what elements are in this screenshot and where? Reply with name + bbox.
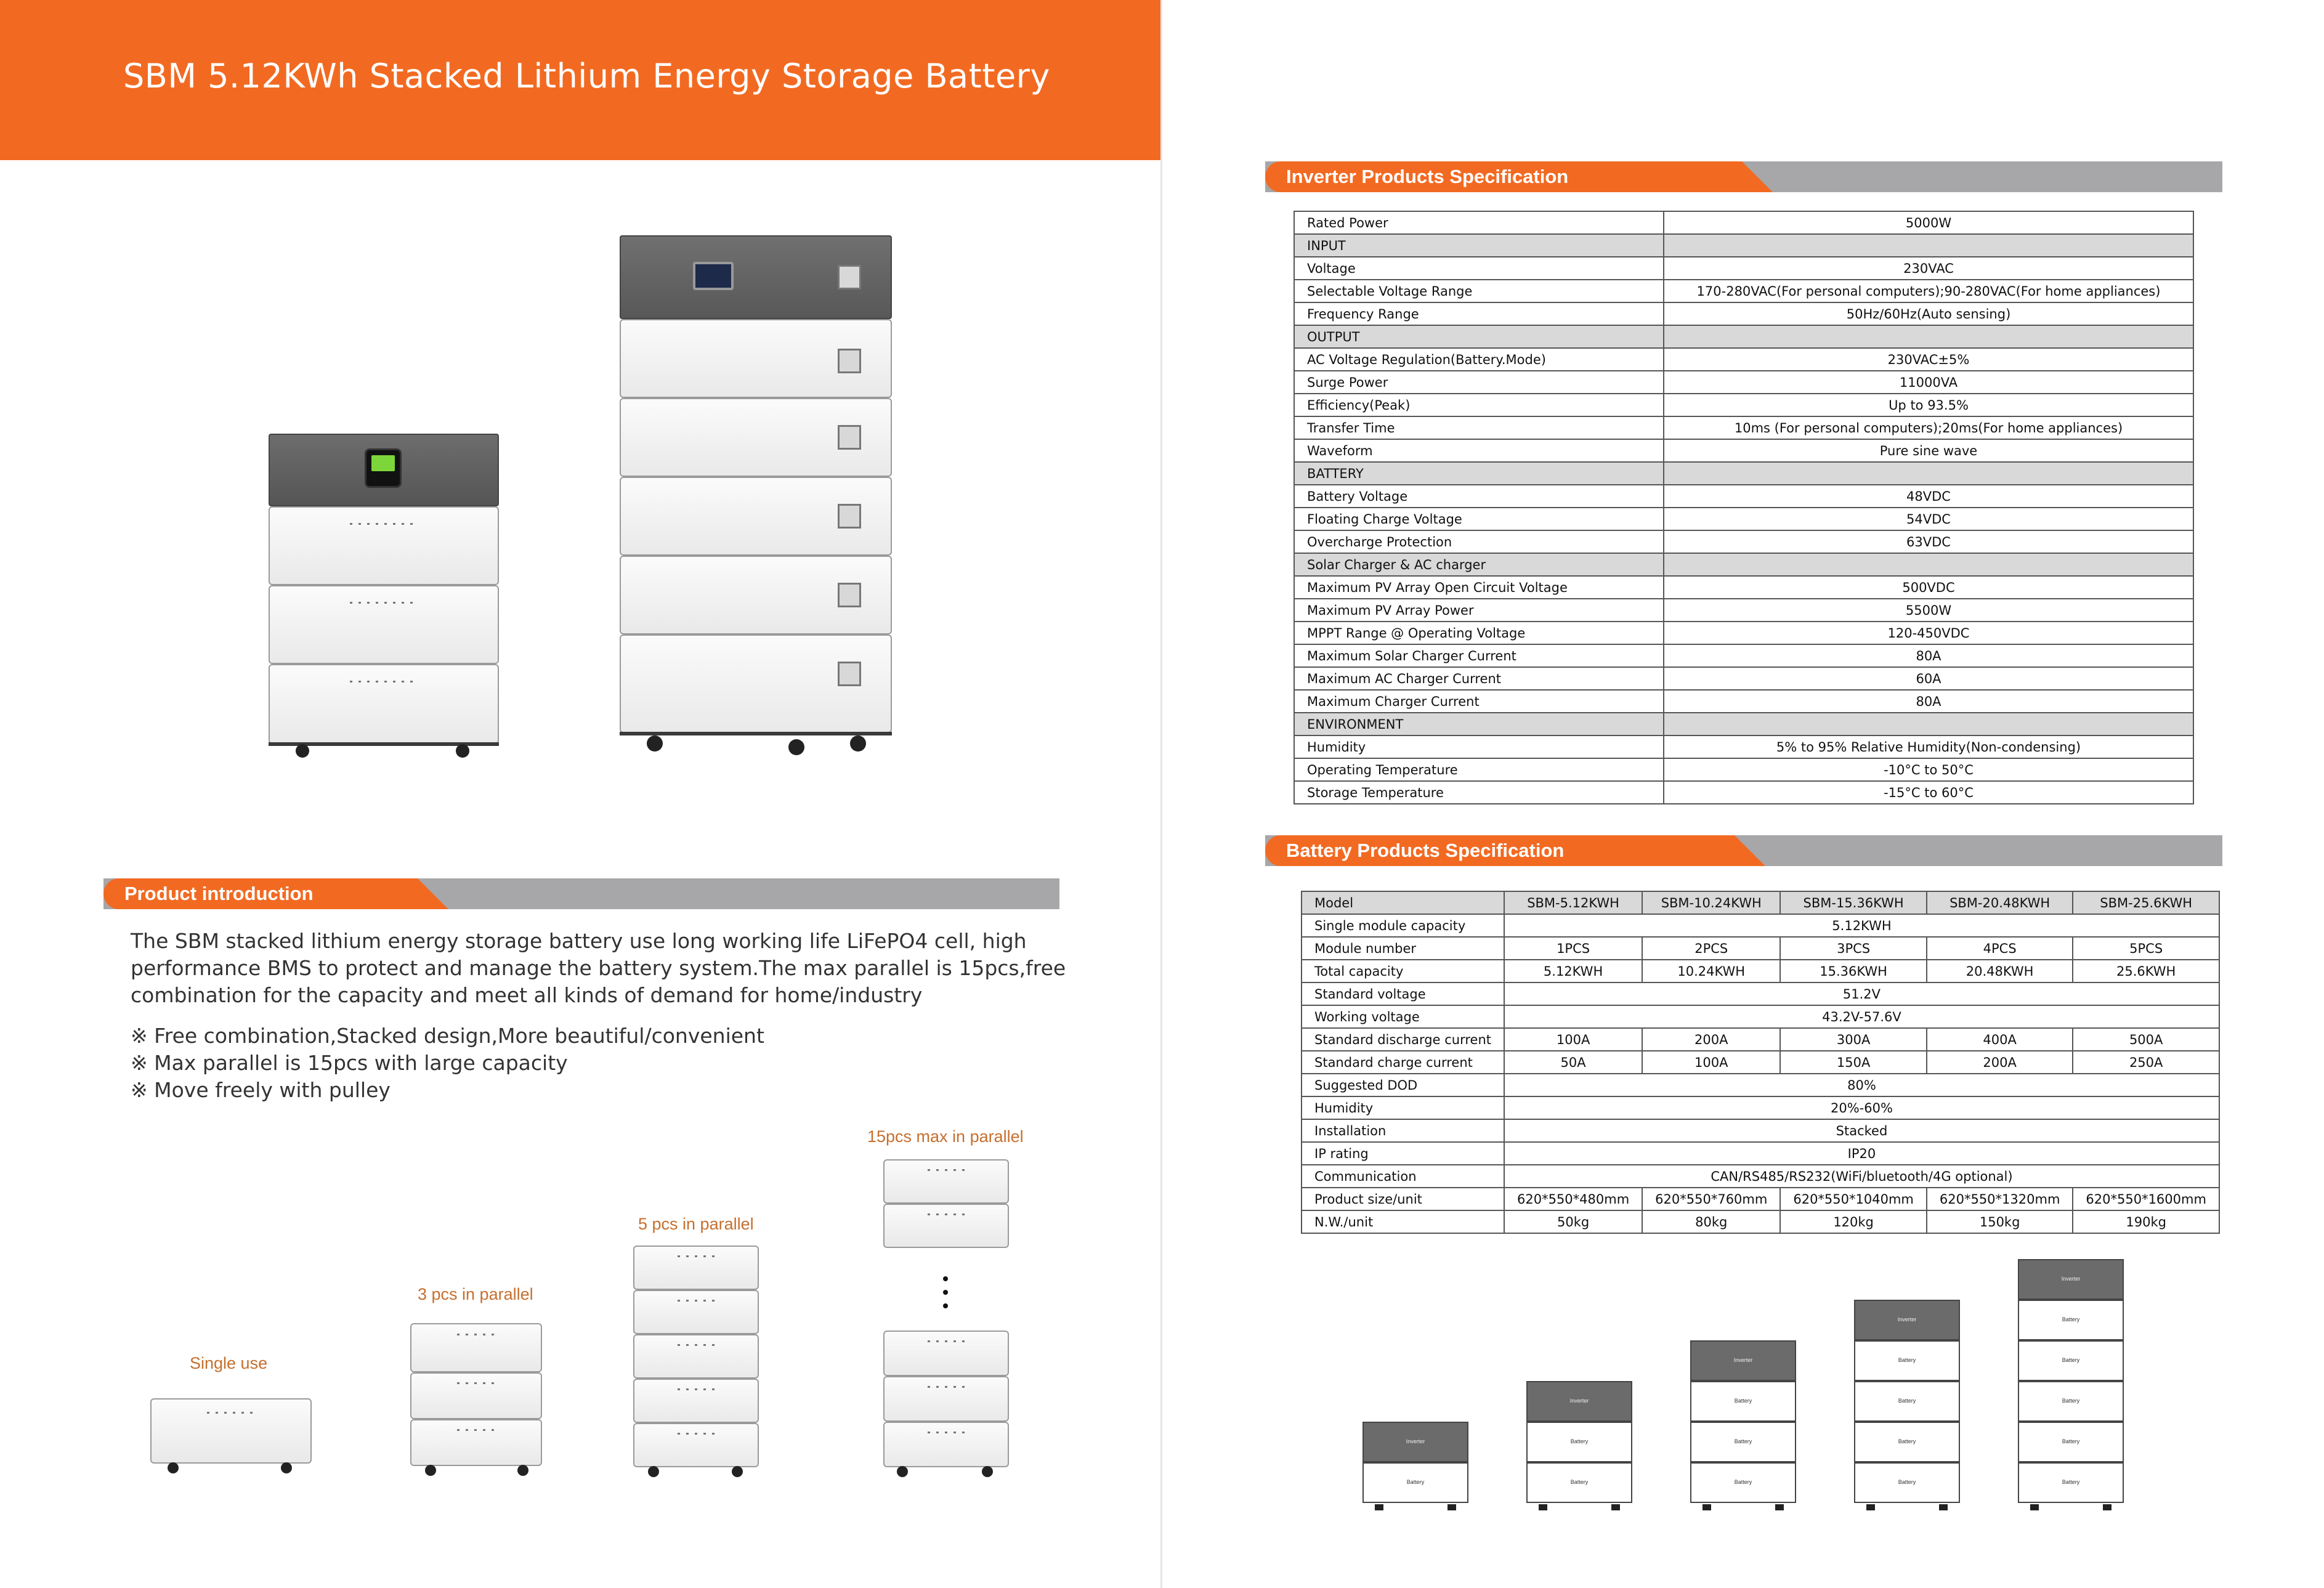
spec-label: OUTPUT — [1294, 325, 1664, 348]
spec-row — [1302, 1028, 2219, 1051]
battery-module: Battery — [2018, 1340, 2124, 1381]
spec-row — [1302, 914, 2219, 937]
spec-label: Battery Voltage — [1294, 485, 1664, 508]
spec-row — [1302, 1074, 2219, 1096]
spec-label: N.W./unit — [1302, 1210, 1504, 1233]
spec-row — [1302, 1051, 2219, 1074]
spec-label: Single module capacity — [1302, 914, 1504, 937]
spec-label: Waveform — [1294, 439, 1664, 462]
spec-label: Standard voltage — [1302, 982, 1504, 1005]
stack-foot — [1375, 1504, 1383, 1510]
spec-label: Maximum Solar Charger Current — [1294, 644, 1664, 667]
intro-paragraph: The SBM stacked lithium energy storage battery use long working life LiFePO4 cell, high performance BMS to protect and manage the battery system.The max parallel is 15pcs,free combination for the capacity and meet all kinds of demand for home/industry — [131, 929, 1066, 1007]
spec-label: Total capacity — [1302, 960, 1504, 982]
spec-value: 48VDC — [1664, 485, 2193, 508]
spec-label: Frequency Range — [1294, 302, 1664, 325]
spec-value: 54VDC — [1664, 508, 2193, 530]
spec-value: 5% to 95% Relative Humidity(Non-condensing) — [1664, 735, 2193, 758]
spec-row — [1294, 530, 2193, 553]
spec-value: 1PCS — [1504, 937, 1642, 960]
spec-value: 10.24KWH — [1642, 960, 1780, 982]
spec-label: Solar Charger & AC charger — [1294, 553, 1664, 576]
spec-label: Floating Charge Voltage — [1294, 508, 1664, 530]
spec-row — [1294, 758, 2193, 781]
spec-value: 150A — [1780, 1051, 1927, 1074]
stack-foot — [1447, 1504, 1456, 1510]
spec-value: 60A — [1664, 667, 2193, 690]
battery-module: Battery — [1854, 1462, 1960, 1503]
spec-value: 230VAC±5% — [1664, 348, 2193, 371]
spec-value: 620*550*480mm — [1504, 1188, 1642, 1210]
stack-foot — [2103, 1504, 2111, 1510]
spec-group-row — [1294, 553, 2193, 576]
spec-value: Up to 93.5% — [1664, 394, 2193, 416]
spec-row — [1302, 1096, 2219, 1119]
spec-header-cell: SBM-20.48KWH — [1927, 891, 2073, 914]
spec-label: Maximum Charger Current — [1294, 690, 1664, 713]
spec-value: 50kg — [1504, 1210, 1642, 1233]
spec-value: 43.2V-57.6V — [1504, 1005, 2219, 1028]
caption-3pcs: 3 pcs in parallel — [418, 1285, 533, 1303]
inverter-module: Inverter — [1690, 1340, 1796, 1381]
spec-row — [1294, 735, 2193, 758]
stack-foot — [1539, 1504, 1547, 1510]
spec-value: 620*550*1600mm — [2073, 1188, 2219, 1210]
feature-item: ※ Max parallel is 15pcs with large capacity — [131, 1051, 568, 1075]
spec-label: Operating Temperature — [1294, 758, 1664, 781]
spec-row — [1294, 576, 2193, 599]
product-introduction-bar — [103, 878, 1059, 909]
spec-label: Product size/unit — [1302, 1188, 1504, 1210]
spec-label: Voltage — [1294, 257, 1664, 280]
spec-value — [1664, 553, 2193, 576]
spec-value: 20%-60% — [1504, 1096, 2219, 1119]
battery-spec-table — [1301, 891, 2220, 1234]
spec-row — [1302, 960, 2219, 982]
battery-module: Battery — [1690, 1381, 1796, 1422]
spec-row — [1302, 1142, 2219, 1165]
inverter-module: Inverter — [2018, 1259, 2124, 1300]
spec-value — [1664, 462, 2193, 485]
spec-row — [1294, 280, 2193, 302]
spec-value: 620*550*760mm — [1642, 1188, 1780, 1210]
spec-header-cell: SBM-10.24KWH — [1642, 891, 1780, 914]
spec-value: 5PCS — [2073, 937, 2219, 960]
spec-value: Pure sine wave — [1664, 439, 2193, 462]
spec-value: -10°C to 50°C — [1664, 758, 2193, 781]
stack-foot — [1611, 1504, 1620, 1510]
spec-value: CAN/RS485/RS232(WiFi/bluetooth/4G optional) — [1504, 1165, 2219, 1188]
spec-label: Humidity — [1294, 735, 1664, 758]
spec-row — [1294, 508, 2193, 530]
spec-value: 15.36KWH — [1780, 960, 1927, 982]
inverter-module: Inverter — [1854, 1300, 1960, 1340]
battery-module: Battery — [1854, 1422, 1960, 1462]
battery-module: Battery — [1854, 1381, 1960, 1422]
battery-module: Battery — [1362, 1462, 1468, 1503]
spec-value: 170-280VAC(For personal computers);90-280VAC(For home appliances) — [1664, 280, 2193, 302]
spec-row — [1302, 937, 2219, 960]
spec-value: 200A — [1642, 1028, 1780, 1051]
spec-value: 300A — [1780, 1028, 1927, 1051]
spec-row — [1294, 781, 2193, 804]
spec-label: Module number — [1302, 937, 1504, 960]
spec-row — [1294, 439, 2193, 462]
inverter-spec-table — [1294, 211, 2194, 804]
spec-label: Surge Power — [1294, 371, 1664, 394]
spec-row — [1294, 667, 2193, 690]
spec-value: IP20 — [1504, 1142, 2219, 1165]
spec-value: 20.48KWH — [1927, 960, 2073, 982]
spec-row — [1294, 599, 2193, 622]
spec-label: IP rating — [1302, 1142, 1504, 1165]
caption-single-use: Single use — [190, 1354, 268, 1372]
spec-value: 620*550*1320mm — [1927, 1188, 2073, 1210]
inverter-spec-bar — [1265, 161, 2222, 192]
spec-header-cell: SBM-5.12KWH — [1504, 891, 1642, 914]
spec-value: Stacked — [1504, 1119, 2219, 1142]
spec-value: 5.12KWH — [1504, 914, 2219, 937]
spec-value: 11000VA — [1664, 371, 2193, 394]
inverter-spec-label: Inverter Products Specification — [1286, 166, 1569, 187]
spec-header-cell: SBM-25.6KWH — [2073, 891, 2219, 914]
spec-label: Overcharge Protection — [1294, 530, 1664, 553]
page-title: SBM 5.12KWh Stacked Lithium Energy Storage Battery — [123, 57, 1050, 95]
spec-value: 5000W — [1664, 211, 2193, 234]
stack-foot — [1939, 1504, 1948, 1510]
page-header — [0, 0, 1160, 160]
spec-row — [1294, 371, 2193, 394]
spec-value: 250A — [2073, 1051, 2219, 1074]
spec-row — [1302, 1210, 2219, 1233]
product-introduction-label: Product introduction — [124, 883, 314, 904]
spec-value: 230VAC — [1664, 257, 2193, 280]
battery-module: Battery — [1690, 1422, 1796, 1462]
spec-value — [1664, 713, 2193, 735]
spec-row — [1294, 348, 2193, 371]
spec-row — [1294, 211, 2193, 234]
spec-label: Transfer Time — [1294, 416, 1664, 439]
spec-value: 200A — [1927, 1051, 2073, 1074]
spec-group-row — [1294, 325, 2193, 348]
spec-row — [1294, 690, 2193, 713]
caption-15pcs: 15pcs max in parallel — [867, 1127, 1024, 1146]
spec-label: Selectable Voltage Range — [1294, 280, 1664, 302]
spec-header-cell: Model — [1302, 891, 1504, 914]
spec-label: Installation — [1302, 1119, 1504, 1142]
spec-value: 51.2V — [1504, 982, 2219, 1005]
spec-group-row — [1294, 713, 2193, 735]
spec-value — [1664, 234, 2193, 257]
spec-value: 2PCS — [1642, 937, 1780, 960]
spec-label: Suggested DOD — [1302, 1074, 1504, 1096]
spec-row — [1302, 1188, 2219, 1210]
spec-label: Efficiency(Peak) — [1294, 394, 1664, 416]
spec-value: 50A — [1504, 1051, 1642, 1074]
spec-value: 63VDC — [1664, 530, 2193, 553]
stack-foot — [1703, 1504, 1711, 1510]
spec-label: BATTERY — [1294, 462, 1664, 485]
caption-5pcs: 5 pcs in parallel — [638, 1215, 754, 1233]
battery-module: Battery — [2018, 1422, 2124, 1462]
page-divider — [1160, 0, 1162, 1588]
stack-foot — [1775, 1504, 1784, 1510]
spec-value: 3PCS — [1780, 937, 1927, 960]
feature-list — [131, 1023, 764, 1104]
battery-module: Battery — [2018, 1300, 2124, 1340]
battery-module: Battery — [1526, 1422, 1632, 1462]
spec-value: 400A — [1927, 1028, 2073, 1051]
spec-label: Working voltage — [1302, 1005, 1504, 1028]
battery-module: Battery — [2018, 1381, 2124, 1422]
spec-value — [1664, 325, 2193, 348]
battery-module: Battery — [2018, 1462, 2124, 1503]
spec-label: Maximum PV Array Open Circuit Voltage — [1294, 576, 1664, 599]
spec-row — [1302, 1005, 2219, 1028]
spec-value: 50Hz/60Hz(Auto sensing) — [1664, 302, 2193, 325]
spec-row — [1302, 1165, 2219, 1188]
stack-foot — [1866, 1504, 1875, 1510]
spec-row — [1294, 257, 2193, 280]
battery-spec-label: Battery Products Specification — [1286, 840, 1565, 861]
spec-value: 120kg — [1780, 1210, 1927, 1233]
spec-header-row — [1302, 891, 2219, 914]
spec-value: 80% — [1504, 1074, 2219, 1096]
spec-value: 100A — [1504, 1028, 1642, 1051]
spec-value: 25.6KWH — [2073, 960, 2219, 982]
spec-label: MPPT Range @ Operating Voltage — [1294, 622, 1664, 644]
spec-label: Storage Temperature — [1294, 781, 1664, 804]
spec-row — [1294, 622, 2193, 644]
spec-row — [1294, 302, 2193, 325]
spec-value: 80A — [1664, 690, 2193, 713]
feature-item: ※ Move freely with pulley — [131, 1078, 391, 1102]
spec-value: -15°C to 60°C — [1664, 781, 2193, 804]
spec-row — [1294, 644, 2193, 667]
spec-row — [1302, 1119, 2219, 1142]
spec-value: 100A — [1642, 1051, 1780, 1074]
spec-label: Standard discharge current — [1302, 1028, 1504, 1051]
spec-label: Standard charge current — [1302, 1051, 1504, 1074]
spec-value: 10ms (For personal computers);20ms(For home appliances) — [1664, 416, 2193, 439]
spec-group-row — [1294, 234, 2193, 257]
inverter-module: Inverter — [1362, 1422, 1468, 1462]
stack-foot — [2030, 1504, 2039, 1510]
spec-row — [1302, 982, 2219, 1005]
spec-value: 80A — [1664, 644, 2193, 667]
spec-value: 500VDC — [1664, 576, 2193, 599]
spec-value: 5.12KWH — [1504, 960, 1642, 982]
battery-module: Battery — [1526, 1462, 1632, 1503]
battery-module: Battery — [1690, 1462, 1796, 1503]
spec-label: AC Voltage Regulation(Battery.Mode) — [1294, 348, 1664, 371]
battery-spec-bar — [1265, 835, 2222, 866]
spec-label: Humidity — [1302, 1096, 1504, 1119]
spec-row — [1294, 394, 2193, 416]
spec-row — [1294, 416, 2193, 439]
spec-value: 120-450VDC — [1664, 622, 2193, 644]
spec-value: 5500W — [1664, 599, 2193, 622]
spec-label: Maximum AC Charger Current — [1294, 667, 1664, 690]
spec-label: Rated Power — [1294, 211, 1664, 234]
spec-label: ENVIRONMENT — [1294, 713, 1664, 735]
spec-label: INPUT — [1294, 234, 1664, 257]
spec-label: Communication — [1302, 1165, 1504, 1188]
spec-value: 190kg — [2073, 1210, 2219, 1233]
feature-item: ※ Free combination,Stacked design,More beautiful/convenient — [131, 1024, 764, 1048]
spec-value: 150kg — [1927, 1210, 2073, 1233]
spec-value: 500A — [2073, 1028, 2219, 1051]
inverter-module: Inverter — [1526, 1381, 1632, 1422]
spec-value: 4PCS — [1927, 937, 2073, 960]
spec-group-row — [1294, 462, 2193, 485]
spec-header-cell: SBM-15.36KWH — [1780, 891, 1927, 914]
spec-row — [1294, 485, 2193, 508]
spec-value: 620*550*1040mm — [1780, 1188, 1927, 1210]
spec-value: 80kg — [1642, 1210, 1780, 1233]
battery-module: Battery — [1854, 1340, 1960, 1381]
spec-label: Maximum PV Array Power — [1294, 599, 1664, 622]
